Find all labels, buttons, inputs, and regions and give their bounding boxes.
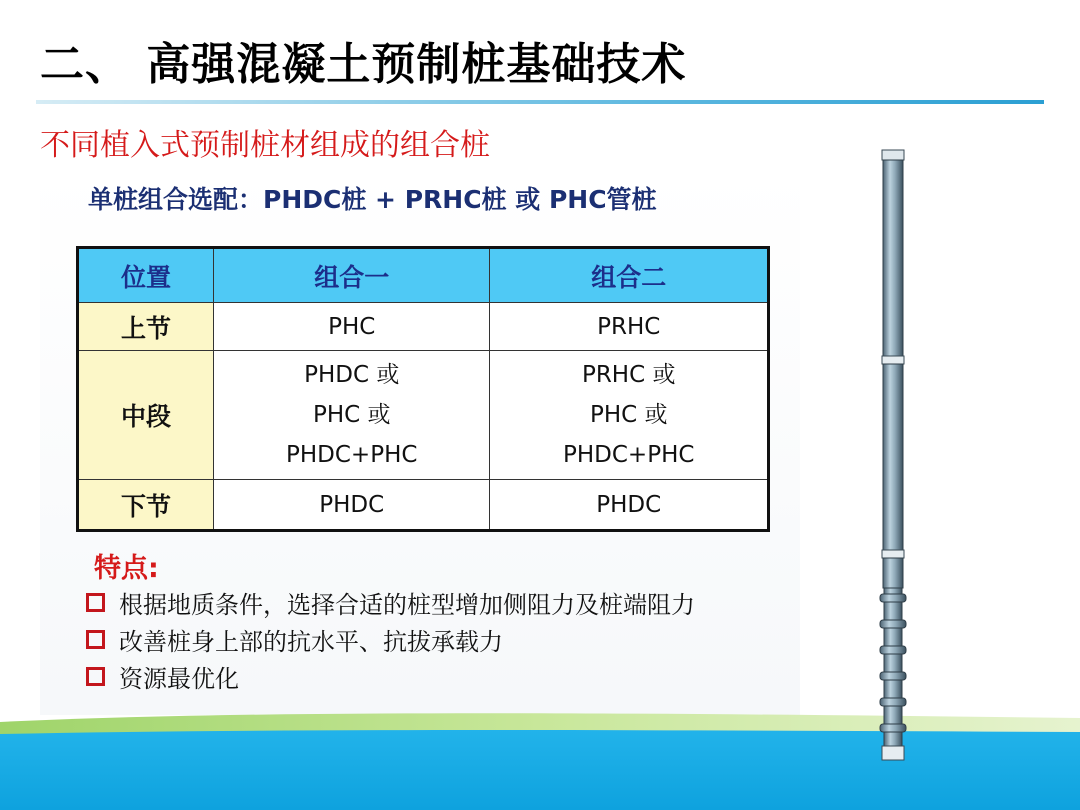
header-position: 位置 [78, 248, 214, 303]
combo1-cell: PHC [214, 303, 490, 351]
cell-line: PHC 或 [312, 402, 391, 428]
position-cell: 中段 [78, 351, 214, 480]
list-item [86, 658, 695, 695]
cell-line: PHDC+PHC [563, 442, 695, 468]
table-row [78, 351, 769, 480]
header-combo1: 组合一 [214, 248, 490, 303]
combo2-cell: PRHC [490, 303, 769, 351]
feature-text: 改善桩身上部的抗水平、抗拔承载力 [119, 628, 503, 656]
section-subtitle: 不同植入式预制桩材组成的组合桩 [40, 128, 490, 163]
cell-line: PHDC+PHC [286, 442, 418, 468]
footer-wave [0, 700, 1080, 810]
combo2-cell: PHDC [490, 480, 769, 531]
feature-text: 根据地质条件，选择合适的桩型增加侧阻力及桩端阻力 [119, 591, 695, 619]
features-title: 特点: [94, 553, 159, 584]
header-combo2: 组合二 [490, 248, 769, 303]
ribbed-segment [880, 588, 906, 760]
cell-line: PRHC 或 [581, 362, 676, 388]
title-divider [36, 100, 1044, 104]
feature-text: 资源最优化 [119, 665, 239, 693]
combination-summary: 单桩组合选配：PHDC桩 + PRHC桩 或 PHC管桩 [88, 185, 657, 214]
list-item [86, 621, 695, 658]
combo1-cell [214, 351, 490, 480]
table-row [78, 480, 769, 531]
composite-pile-illustration [868, 148, 918, 768]
list-item [86, 584, 695, 621]
table-header-row [78, 248, 769, 303]
combination-table [76, 246, 770, 532]
square-outline-icon [86, 593, 105, 612]
position-cell: 上节 [78, 303, 214, 351]
square-outline-icon [86, 667, 105, 686]
position-cell: 下节 [78, 480, 214, 531]
page-title: 二、 高强混凝土预制桩基础技术 [40, 39, 687, 90]
combo1-cell: PHDC [214, 480, 490, 531]
combo2-cell [490, 351, 769, 480]
cell-line: PHDC 或 [304, 362, 400, 388]
table-row [78, 303, 769, 351]
square-outline-icon [86, 630, 105, 649]
cell-line: PHC 或 [589, 402, 668, 428]
features-list [86, 584, 695, 695]
